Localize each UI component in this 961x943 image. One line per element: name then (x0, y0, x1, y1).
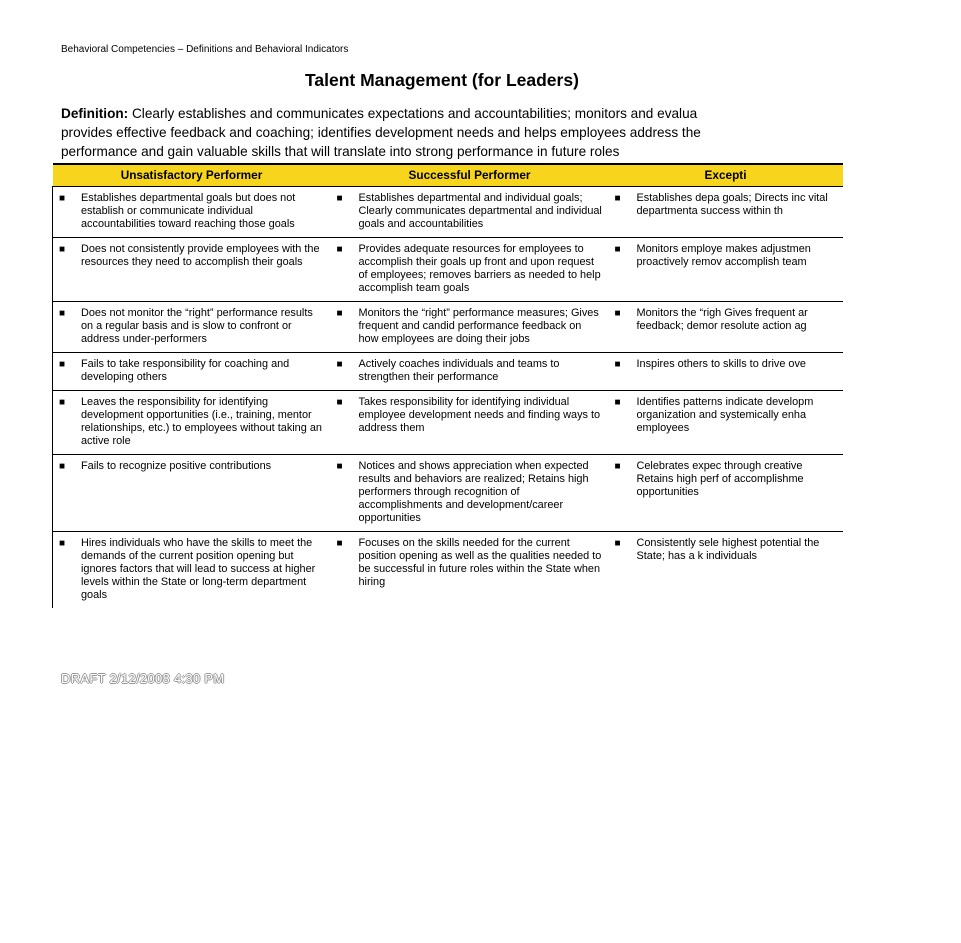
table-cell (331, 455, 609, 532)
definition-label: Definition: (61, 106, 129, 121)
cell-text: Establishes departmental goals but does not establish or communicate individual accountabilities toward reaching those goals (81, 192, 296, 230)
bullet-icon: ■ (59, 397, 66, 408)
bullet-icon: ■ (59, 359, 66, 370)
table-cell (331, 187, 609, 238)
cell-text: Focuses on the skills needed for the current position opening as well as the qualities needed to be successful in future roles within the State when hiring (358, 537, 602, 588)
bullet-icon: ■ (614, 397, 621, 408)
cell-text: Monitors the “righ Gives frequent ar feedback; demor resolute action ag (636, 307, 808, 332)
competency-table (52, 163, 843, 608)
table-row (53, 353, 843, 391)
cell-text: Does not consistently provide employees with the resources they need to accomplish their goals (81, 243, 320, 268)
bullet-icon: ■ (59, 308, 66, 319)
cell-text: Monitors the “right” performance measures; Gives frequent and candid performance feedback on how employees are doing their jobs (358, 307, 599, 345)
table-row (53, 238, 843, 302)
table-cell (609, 302, 843, 353)
cell-text: Inspires others to skills to drive ove (636, 358, 806, 370)
bullet-icon: ■ (336, 359, 343, 370)
bullet-icon: ■ (336, 461, 343, 472)
bullet-icon: ■ (336, 538, 343, 549)
table-row (53, 391, 843, 455)
cell-text: Consistently sele highest potential the State; has a k individuals (636, 537, 820, 562)
cell-text: Does not monitor the “right” performance results on a regular basis and is slow to confront or address under-performers (81, 307, 313, 345)
table-cell (331, 238, 609, 302)
table-cell (609, 391, 843, 455)
cell-text: Actively coaches individuals and teams to strengthen their performance (358, 358, 560, 383)
bullet-icon: ■ (336, 244, 343, 255)
table-cell (331, 391, 609, 455)
table-row (53, 302, 843, 353)
table-row (53, 187, 843, 238)
header-successful: Successful Performer (331, 164, 609, 187)
table-cell (609, 455, 843, 532)
table-cell (53, 455, 331, 532)
definition-text-1: Clearly establishes and communicates expectations and accountabilities; monitors and evalua (131, 106, 698, 121)
table-cell (53, 391, 331, 455)
definition-line-2: provides effective feedback and coaching; identifies development needs and helps employees address the (61, 125, 701, 140)
running-header: Behavioral Competencies – Definitions and Behavioral Indicators (61, 44, 349, 55)
definition-line-1 (61, 104, 961, 123)
table-cell (609, 238, 843, 302)
table-cell (609, 187, 843, 238)
table-cell (331, 302, 609, 353)
cell-text: Fails to recognize positive contributions (81, 460, 272, 472)
definition-line-3: performance and gain valuable skills that will translate into strong performance in future roles (61, 144, 620, 159)
bullet-icon: ■ (59, 538, 66, 549)
bullet-icon: ■ (614, 538, 621, 549)
bullet-icon: ■ (614, 461, 621, 472)
bullet-icon: ■ (59, 244, 66, 255)
table-cell (53, 187, 331, 238)
cell-text: Takes responsibility for identifying individual employee development needs and finding ways to address them (358, 396, 601, 434)
bullet-icon: ■ (336, 397, 343, 408)
page-title: Talent Management (for Leaders) (305, 70, 579, 90)
bullet-icon: ■ (59, 193, 66, 204)
header-exceptional: Excepti (609, 164, 843, 187)
definition-paragraph (61, 104, 961, 161)
cell-text: Identifies patterns indicate developm organization and systemically enha employees (636, 396, 814, 434)
cell-text: Notices and shows appreciation when expected results and behaviors are realized; Retains high performers through recognition of accomplishments and development/career opportunities (358, 460, 589, 524)
cell-text: Establishes departmental and individual goals; Clearly communicates departmental and individual goals and accountabilities (358, 192, 602, 230)
bullet-icon: ■ (614, 308, 621, 319)
table-cell (53, 238, 331, 302)
bullet-icon: ■ (614, 359, 621, 370)
cell-text: Leaves the responsibility for identifying development opportunities (i.e., training, mentor relationships, etc.) to employees without taking an active role (81, 396, 322, 447)
cell-text: Fails to take responsibility for coaching and developing others (81, 358, 290, 383)
table-cell (53, 302, 331, 353)
cell-text: Monitors employe makes adjustmen proactively remov accomplish team (636, 243, 811, 268)
cell-text: Provides adequate resources for employees to accomplish their goals up front and upon request of employees; removes barriers as needed to help accomplish team goals (358, 243, 601, 294)
cell-text: Hires individuals who have the skills to meet the demands of the current position opening but ignores factors that will lead to success at higher levels within the State or long-term department goals (81, 537, 316, 601)
cell-text: Celebrates expec through creative Retains high perf of accomplishme opportunities (636, 460, 804, 498)
table-cell (331, 532, 609, 609)
header-unsatisfactory: Unsatisfactory Performer (53, 164, 331, 187)
table-header-row (53, 164, 843, 187)
table-cell (609, 532, 843, 609)
draft-stamp: DRAFT 2/12/2008 4:30 PM (61, 671, 225, 686)
bullet-icon: ■ (336, 308, 343, 319)
table-cell (53, 353, 331, 391)
bullet-icon: ■ (614, 244, 621, 255)
table-row (53, 455, 843, 532)
bullet-icon: ■ (59, 461, 66, 472)
cell-text: Establishes depa goals; Directs inc vital departmenta success within th (636, 192, 828, 217)
table-cell (53, 532, 331, 609)
bullet-icon: ■ (614, 193, 621, 204)
table-cell (331, 353, 609, 391)
table-cell (609, 353, 843, 391)
table-row (53, 532, 843, 609)
bullet-icon: ■ (336, 193, 343, 204)
